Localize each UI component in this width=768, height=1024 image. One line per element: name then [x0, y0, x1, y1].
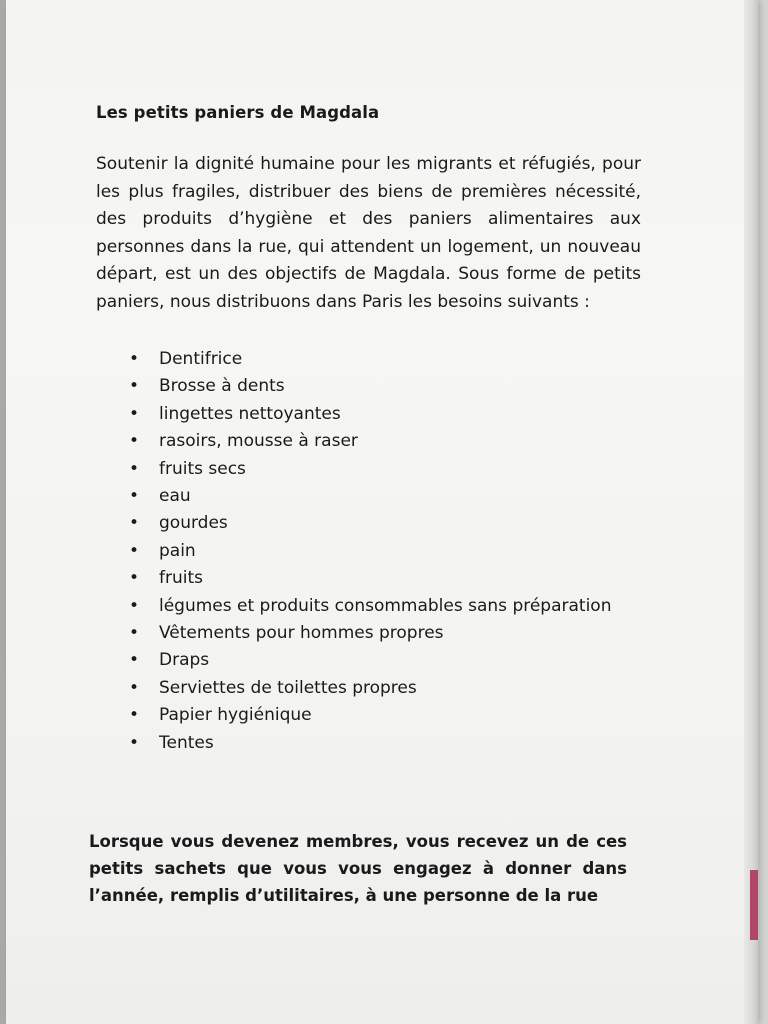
list-item-text: Papier hygiénique: [159, 705, 312, 726]
intro-paragraph: Soutenir la dignité humaine pour les migrants et réfugiés, pour les plus fragiles, distribuer des biens de premières nécessité, des produits d’hygiène et des paniers alimentaires aux personnes dans la rue, qui attendent un logement, un nouveau départ, est un des objectifs de Magdala. Sous forme de petits paniers, nous distribuons dans Paris les besoins suivants :: [96, 154, 641, 312]
list-item: [96, 647, 641, 674]
needs-list: [96, 346, 641, 757]
list-item: [96, 401, 641, 428]
list-item-text: Brosse à dents: [159, 376, 285, 397]
list-item: [96, 510, 641, 537]
list-item-text: légumes et produits consommables sans préparation: [159, 595, 612, 616]
list-item: [96, 565, 641, 592]
bullet-icon: •: [129, 705, 140, 726]
list-item-text: pain: [159, 540, 196, 561]
list-item-text: eau: [159, 486, 191, 507]
bullet-icon: •: [129, 513, 140, 534]
list-item-text: fruits secs: [159, 458, 246, 479]
bullet-icon: •: [129, 486, 140, 507]
list-item: [96, 620, 641, 647]
list-item: [96, 483, 641, 510]
bullet-icon: •: [129, 349, 140, 369]
bullet-icon: •: [129, 677, 140, 698]
bullet-icon: •: [129, 623, 140, 644]
list-item: [96, 593, 641, 620]
bullet-icon: •: [129, 595, 140, 616]
bullet-icon: •: [129, 431, 140, 452]
bullet-icon: •: [129, 568, 140, 589]
list-item: [96, 346, 641, 373]
bullet-icon: •: [129, 376, 140, 397]
list-item: [96, 538, 641, 565]
bullet-icon: •: [129, 458, 140, 479]
list-item-text: rasoirs, mousse à raser: [159, 431, 358, 452]
bullet-icon: •: [129, 732, 140, 753]
list-item: [96, 428, 641, 455]
list-item: [96, 675, 641, 702]
paper-sheet: [6, 0, 758, 1024]
list-item-text: gourdes: [159, 513, 228, 534]
closing-paragraph: Lorsque vous devenez membres, vous recevez un de ces petits sachets que vous vous engagez à donner dans l’année, remplis d’utilitaires, à une personne de la rue: [89, 832, 627, 905]
list-item-text: Tentes: [159, 732, 214, 753]
list-item-text: fruits: [159, 568, 203, 589]
document-title: Les petits paniers de Magdala: [96, 103, 380, 122]
list-item: [96, 730, 641, 757]
document-body: [96, 103, 641, 757]
list-item: [96, 702, 641, 729]
list-item: [96, 373, 641, 400]
list-item-text: Serviettes de toilettes propres: [159, 677, 417, 698]
list-item-text: Draps: [159, 650, 210, 671]
background-object: [750, 870, 758, 940]
bullet-icon: •: [129, 540, 140, 561]
bullet-icon: •: [129, 403, 140, 424]
list-item-text: Dentifrice: [159, 349, 243, 369]
list-item: [96, 456, 641, 483]
list-item-text: lingettes nettoyantes: [159, 403, 341, 424]
list-item-text: Vêtements pour hommes propres: [159, 623, 444, 644]
bullet-icon: •: [129, 650, 140, 671]
